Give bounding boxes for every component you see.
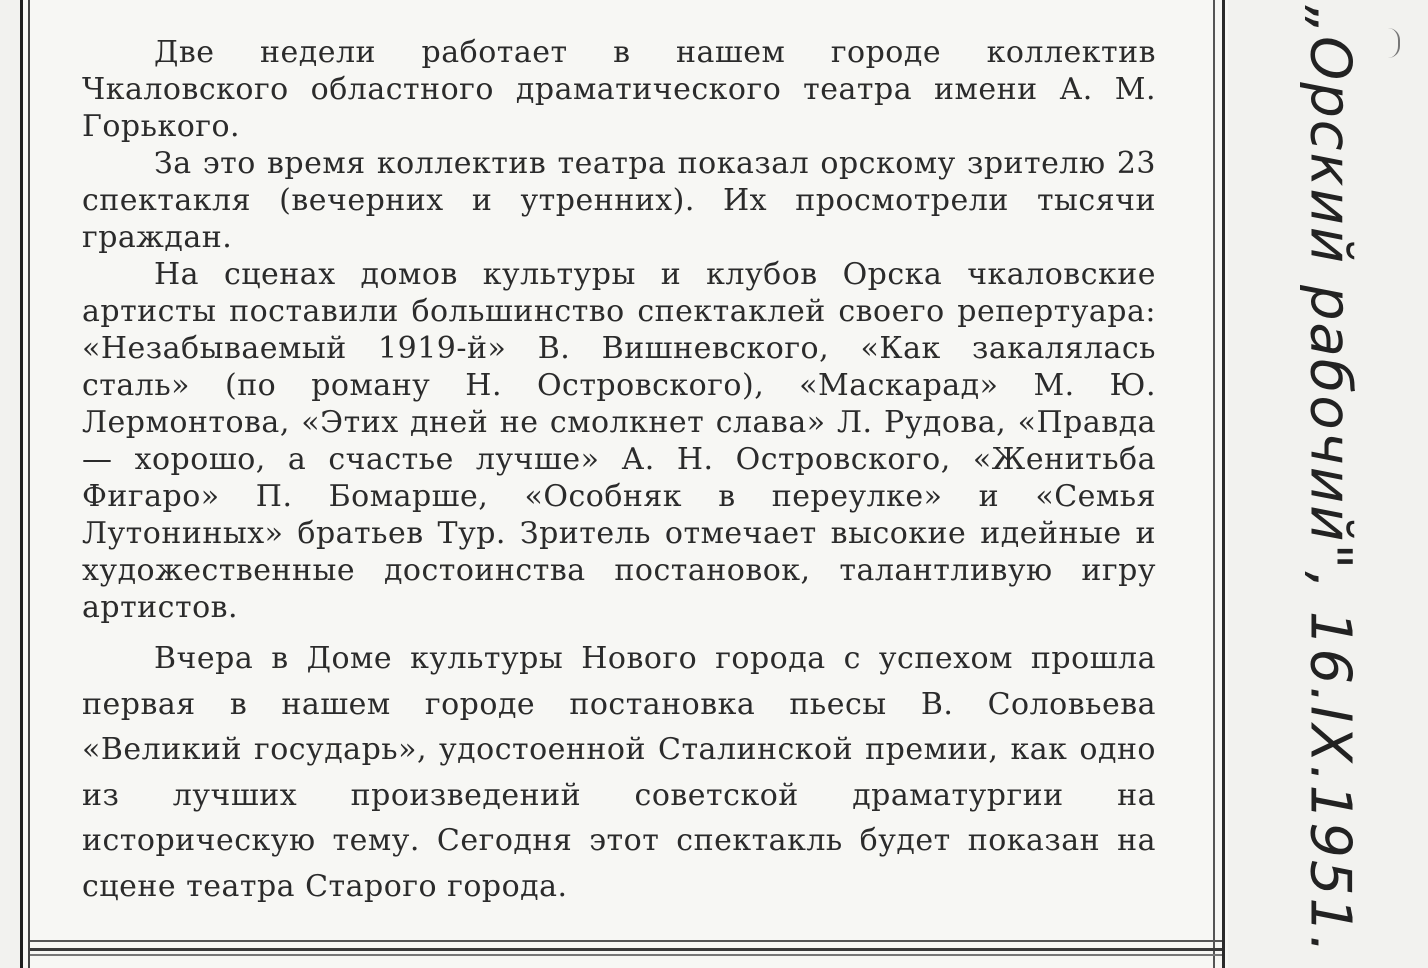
article-paragraph-4: Вчера в Доме культуры Нового города с успехом прошла первая в нашем городе постановка пьесы В. Соловьева «Великий государь», удостоенной Сталинской премии, как одно из лучших произведений советской драматургии на историческую тему. Сегодня этот спектакль будет показан на сцене театра Старого города.: [82, 641, 1156, 904]
handwritten-source-note: [1240, 5, 1420, 955]
border-rule-bottom-3: [30, 954, 1222, 956]
paper-edge-mark: [1384, 28, 1400, 58]
article-body: [82, 34, 1156, 909]
article-paragraph-2: За это время коллектив театра показал орскому зрителю 23 спектакля (вечерних и утренних). Их просмотрели тысячи граждан.: [82, 146, 1156, 255]
border-rule-right-outer: [1222, 0, 1225, 968]
article-paragraph-1: Две недели работает в нашем городе коллектив Чкаловского областного драматического театра имени А. М. Горького.: [82, 35, 1156, 144]
border-rule-left-inner: [28, 0, 30, 968]
border-rule-bottom-1: [30, 940, 1222, 942]
border-rule-right-inner: [1213, 0, 1215, 968]
article-paragraph-3: На сценах домов культуры и клубов Орска чкаловские артисты поставили большинство спектаклей своего репертуара: «Незабываемый 1919-й» В. Вишневского, «Как закалялась сталь» (по роману Н. Островского), «Маскарад» М. Ю. Лермонтова, «Этих дней не смолкнет слава» Л. Рудова, «Правда — хорошо, а счастье лучше» А. Н. Островского, «Женитьба Фигаро» П. Бомарше, «Особняк в переулке» и «Семья Лутониных» братьев Тур. Зритель отмечает высокие идейные и художественные достоинства постановок, талантливую игру артистов.: [82, 257, 1156, 625]
border-rule-bottom-2: [30, 948, 1222, 951]
source-note-text: „Орский рабочий", 16.IX.1951.: [1297, 5, 1363, 955]
border-rule-left-outer: [20, 0, 23, 968]
